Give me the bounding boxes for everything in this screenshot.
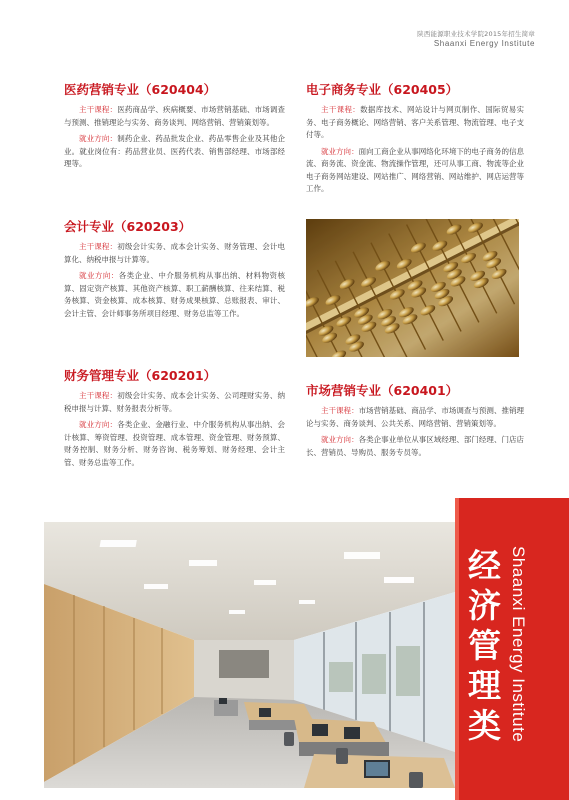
courses-label: 主干课程：	[321, 406, 359, 415]
category-title-cn: 经济管理类	[463, 548, 502, 748]
major-jobs	[306, 146, 524, 196]
major-section-e-commerce	[306, 80, 524, 200]
header-school-name-cn: 陕西能源职业技术学院2015年招生简章	[417, 30, 535, 38]
major-title: 医药营销专业（620404）	[64, 82, 217, 97]
institute-name-en: Shaanxi Energy Institute	[509, 546, 528, 743]
jobs-label: 就业方向：	[79, 420, 118, 429]
courses-label: 主干课程：	[79, 242, 118, 251]
office-illustration	[44, 522, 455, 788]
major-courses	[64, 241, 285, 266]
major-title: 电子商务专业（620405）	[306, 82, 459, 97]
courses-text: 医药商品学、疾病概要、市场营销基础、市场调查与预测、推销理论与实务、商务谈判、网络营销、营销策划等。	[64, 105, 286, 127]
courses-text: 数据库技术、网站设计与网页制作、国际贸易实务、电子商务概论、网络营销、客户关系管理、物流管理、电子支付等。	[306, 105, 525, 139]
jobs-label: 就业方向：	[321, 435, 359, 444]
courses-text: 市场营销基础、商品学、市场调查与预测、推销理论与实务、商务谈判、公共关系、网络营销、营销策划等。	[306, 406, 525, 428]
jobs-text: 各类企业、金融行业、中介服务机构从事出纳、会计核算、筹资管理、投资管理、成本管理、资金管理、财务预算、财务控制、财务分析、财务咨询、税务筹划、财务经理、会计主管、财务总监等工作。	[64, 420, 286, 467]
office-photo	[44, 522, 455, 788]
major-section-accounting	[64, 217, 285, 324]
header-school-name-en: Shaanxi Energy Institute	[433, 39, 535, 48]
jobs-text: 面向工商企业从事网络化环境下的电子商务的信息流、商务流、资金流、物流操作管理，还可从事工商、物流等企业电子商务网站建设、网站推广、网络营销、网站维护、网店运营等工作。	[306, 146, 525, 193]
courses-text: 初级会计实务、成本会计实务、财务管理、会计电算化、纳税申报与计算等。	[64, 242, 286, 264]
major-section-marketing	[306, 381, 524, 463]
jobs-text: 各类企业、中介服务机构从事出纳、材料物资核算、固定资产核算、其他资产核算、职工薪酬核算、往来结算、税务核算、资金核算、成本核算、财务成果核算、总账报表、审计、会计主管、会计师事务所项目经理、财务总监等工作。	[64, 271, 286, 318]
major-title: 市场营销专业（620401）	[306, 383, 459, 398]
major-courses	[306, 104, 524, 142]
major-title: 会计专业（620203）	[64, 219, 192, 234]
side-panel-accent-strip	[455, 498, 459, 800]
major-section-pharma-marketing	[64, 80, 285, 175]
abacus-illustration	[306, 219, 519, 357]
jobs-label: 就业方向：	[79, 271, 119, 280]
courses-text: 初级会计实务、成本会计实务、公司理财实务、纳税申报与计算、财务报表分析等。	[64, 391, 286, 413]
major-jobs	[306, 434, 524, 459]
courses-label: 主干课程：	[79, 391, 118, 400]
major-section-financial-management	[64, 366, 285, 473]
major-jobs	[64, 419, 285, 469]
courses-label: 主干课程：	[79, 105, 118, 114]
abacus-photo	[306, 219, 519, 357]
major-courses	[64, 390, 285, 415]
major-jobs	[64, 270, 285, 320]
major-title: 财务管理专业（620201）	[64, 368, 217, 383]
major-jobs	[64, 133, 285, 171]
jobs-label: 就业方向：	[79, 134, 118, 143]
jobs-label: 就业方向：	[321, 146, 359, 156]
jobs-text: 各类企事业单位从事区域经理、部门经理、门店店长、营销员、导购员、服务专员等。	[306, 435, 525, 457]
major-courses	[64, 104, 285, 129]
major-courses	[306, 405, 524, 430]
courses-label: 主干课程：	[321, 105, 361, 114]
jobs-text: 制药企业、药品批发企业、药品零售企业及其他企业。就业岗位有：药品营业员、医药代表、销售部经理、市场部经理等。	[64, 134, 286, 168]
